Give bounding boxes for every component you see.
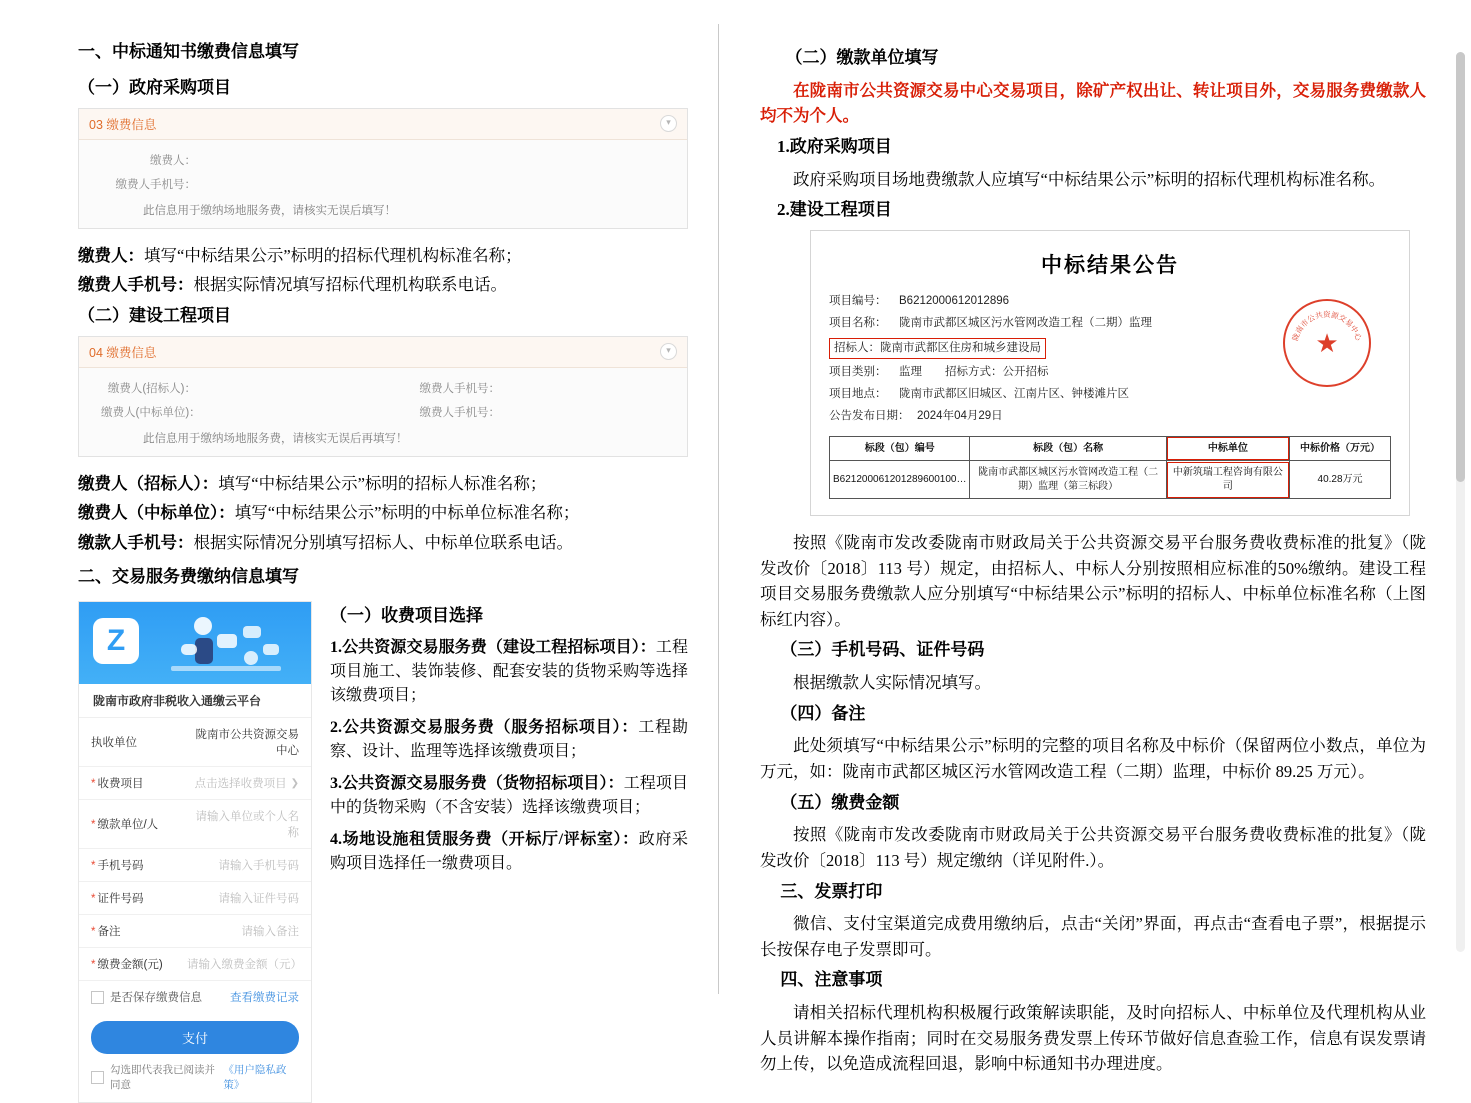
app-field-collector-label: 执收单位 — [91, 737, 137, 749]
td-section-name: 陇南市武都区城区污水管网改造工程（二期）监理（第三标段） — [970, 461, 1166, 499]
required-star-icon: * — [91, 926, 96, 938]
app-field-collector — [79, 718, 311, 767]
gov-procurement-text: 政府采购项目场地费缴款人应填写“中标结果公示”标明的招标代理机构标准名称。 — [793, 169, 1386, 189]
required-star-icon: * — [91, 959, 96, 971]
tenderer-highlight-box — [829, 338, 1046, 359]
td-winner: 中新筑瑞工程咨询有限公司 — [1166, 461, 1289, 499]
chevron-right-icon: ❯ — [290, 777, 299, 789]
desc-2-line-2-text: 填写“中标结果公示”标明的中标单位标准名称； — [234, 503, 580, 523]
form-screenshot-04 — [78, 336, 688, 457]
gov-procurement-title: 1.政府采购项目 — [777, 136, 892, 156]
app-field-charge-item-value: 点击选择收费项目 — [194, 778, 287, 790]
announcement-line-1-value: B6212000612012896 — [899, 295, 1010, 308]
save-info-checkbox[interactable] — [91, 991, 104, 1004]
td-price: 40.28万元 — [1290, 461, 1391, 499]
announcement-line-2-value: 陇南市武都区城区污水管网改造工程（二期）监理 — [899, 317, 1152, 330]
right-column — [718, 0, 1471, 1074]
charge-item-1-label: 1.公共资源交易服务费（建设工程招标项目）： — [330, 639, 656, 656]
app-platform-title: 陇南市政府非税收入通缴云平台 — [79, 684, 311, 718]
announcement-title: 中标结果公告 — [1041, 253, 1179, 278]
form-screenshot-03 — [78, 108, 688, 229]
required-star-icon: * — [91, 860, 96, 872]
official-seal — [1283, 299, 1371, 387]
charge-item-selection-text — [330, 601, 688, 1103]
announcement-line-3-value: 陇南市武都区住房和城乡建设局 — [880, 341, 1041, 354]
form-04-body — [79, 368, 687, 456]
th-section-code: 标段（包）编号 — [830, 436, 970, 461]
seal-star-icon: ★ — [1315, 328, 1339, 359]
app-field-id-label: 证件号码 — [97, 893, 144, 905]
desc-2-line-1-label: 缴费人（招标人）： — [78, 473, 219, 493]
desc-2-line-3-label: 缴款人手机号： — [78, 532, 194, 552]
app-field-collector-value: 陇南市公共资源交易中心 — [195, 729, 299, 757]
th-price: 中标价格（万元） — [1290, 436, 1391, 461]
privacy-text: 勾选即代表我已阅读并同意 — [110, 1064, 215, 1091]
charge-item-4-text: 政府采购项目选择任一缴费项目。 — [330, 831, 688, 872]
form-03-body — [79, 140, 687, 228]
column-divider — [718, 24, 719, 994]
construction-project-title: 2.建设工程项目 — [777, 200, 892, 220]
app-field-charge-item[interactable] — [79, 767, 311, 800]
scrollbar-thumb[interactable] — [1456, 52, 1465, 482]
announcement-line-6-label: 公告发布日期： — [829, 410, 910, 423]
app-field-remark-label: 备注 — [97, 926, 121, 938]
charge-item-2 — [330, 716, 688, 764]
form-04-phone-label-1: 缴费人手机号： — [419, 382, 500, 395]
app-field-phone-label: 手机号码 — [97, 860, 144, 872]
app-field-amount-label: 缴费金额(元) — [97, 959, 163, 971]
desc-2-line-2 — [78, 500, 688, 526]
required-star-icon: * — [91, 893, 96, 905]
desc-2-line-1-text: 填写“中标结果公示”标明的招标人标准名称； — [218, 473, 547, 493]
td-section-code: B621200061201289600100… — [830, 461, 970, 499]
form-04-row-2 — [79, 400, 687, 424]
form-04-payer-tenderer-label: 缴费人(招标人)： — [107, 382, 196, 395]
app-field-id-placeholder: 请输入证件号码 — [218, 893, 299, 905]
section-1-2-title: （二）建设工程项目 — [78, 305, 231, 325]
section-1-title: 一、中标通知书缴费信息填写 — [78, 42, 299, 61]
section-4-text: 请相关招标代理机构积极履行政策解读职能，及时向招标人、中标单位及代理机构从业人员讲解本操作指南；同时在交易服务费发票上传环节做好信息查验工作，信息有误发票请勿上传，以免造成流程回退，影响中标通知书办理进度。 — [760, 1003, 1426, 1074]
app-field-id[interactable] — [79, 882, 311, 915]
table-row — [830, 461, 1391, 499]
app-field-remark[interactable] — [79, 915, 311, 948]
svg-text:陇南市公共资源交易中心: 陇南市公共资源交易中心 — [1290, 310, 1364, 343]
form-03-payer-label: 缴费人： — [150, 154, 196, 167]
section-1-2b-title: （二）缴款单位填写 — [785, 48, 939, 67]
section-4-title: 四、注意事项 — [780, 970, 883, 990]
pay-button[interactable]: 支付 — [91, 1021, 299, 1054]
chevron-down-icon[interactable]: ▾ — [660, 343, 677, 360]
desc-1-line-1 — [78, 243, 688, 269]
app-screenshot-and-text — [78, 601, 688, 1103]
left-column — [0, 0, 718, 1091]
section-1-4-text: 此处须填写“中标结果公示”标明的完整的项目名称及中标价（保留两位小数点，单位为万元，如：陇南市武都区城区污水管网改造工程（二期）监理，中标价 89.25 万元）。 — [760, 736, 1426, 782]
view-payment-records-link[interactable]: 查看缴费记录 — [230, 992, 299, 1004]
form-03-title: 03 缴费信息 — [89, 117, 157, 132]
charge-item-4 — [330, 828, 688, 876]
charge-item-title: （一）收费项目选择 — [330, 606, 483, 625]
charge-item-2-label: 2.公共资源交易服务费（服务招标项目）： — [330, 719, 639, 736]
announcement-line-4-value: 监理 招标方式：公开招标 — [899, 365, 1049, 378]
mobile-app-screenshot — [78, 601, 312, 1103]
app-field-amount-placeholder: 请输入缴费金额（元） — [187, 959, 302, 971]
announcement-line-1-label: 项目编号： — [829, 295, 887, 308]
app-field-charge-item-label: 收费项目 — [97, 778, 144, 790]
form-04-header — [79, 337, 687, 368]
app-field-phone-placeholder: 请输入手机号码 — [218, 860, 299, 872]
charge-item-1-text: 工程项目施工、装饰装修、配套安装的货物采购等选择该缴费项目； — [330, 639, 688, 704]
app-field-remark-placeholder: 请输入备注 — [241, 926, 299, 938]
chevron-down-icon[interactable]: ▾ — [660, 115, 677, 132]
app-field-payer[interactable] — [79, 800, 311, 849]
desc-1-line-1-text: 填写“中标结果公示”标明的招标代理机构标准名称； — [144, 245, 522, 265]
section-2-title: 二、交易服务费缴纳信息填写 — [78, 567, 299, 587]
section-1-4-title: （四）备注 — [780, 703, 866, 723]
app-logo: Z — [93, 618, 139, 664]
section-1-3-title: （三）手机号码、证件号码 — [780, 640, 985, 660]
charge-item-4-label: 4.场地设施租赁服务费（开标厅/评标室）： — [330, 831, 639, 848]
app-field-payer-placeholder: 请输入单位或个人名称 — [195, 811, 299, 839]
announcement-line-2-label: 项目名称： — [829, 317, 887, 330]
form-04-row-1 — [79, 376, 687, 400]
section-1-1-title: （一）政府采购项目 — [78, 77, 231, 97]
form-03-note: 此信息用于缴纳场地服务费，请核实无误后填写！ — [143, 204, 396, 217]
announcement-line-5 — [829, 386, 1391, 403]
page-scrollbar[interactable] — [1456, 52, 1465, 952]
section-3-title: 三、发票打印 — [780, 881, 883, 901]
form-03-phone-label: 缴费人手机号： — [115, 178, 196, 191]
app-field-payer-label: 缴款单位/人 — [97, 819, 159, 831]
form-04-phone-label-2: 缴费人手机号： — [419, 406, 500, 419]
form-04-note: 此信息用于缴纳场地服务费，请核实无误后再填写！ — [143, 432, 408, 445]
charge-item-3-label: 3.公共资源交易服务费（货物招标项目）： — [330, 775, 624, 792]
app-field-amount[interactable] — [79, 948, 311, 981]
announcement-line-5-label: 项目地点： — [829, 388, 887, 401]
form-03-row-payer — [79, 148, 687, 172]
charge-item-3 — [330, 772, 688, 820]
table-header-row — [830, 436, 1391, 461]
section-3-text: 微信、支付宝渠道完成费用缴纳后，点击“关闭”界面，再点击“查看电子票”，根据提示长按保存电子发票即可。 — [760, 914, 1426, 959]
desc-2-line-3 — [78, 530, 688, 556]
announcement-line-4-label: 项目类别： — [829, 365, 887, 378]
section-1-5-text: 按照《陇南市发改委陇南市财政局关于公共资源交易平台服务费收费标准的批复》（陇发改价〔2018〕113 号）规定缴纳（详见附件.）。 — [760, 825, 1426, 870]
desc-1-line-2-label: 缴费人手机号： — [78, 275, 194, 295]
bid-result-announcement — [810, 230, 1410, 516]
announcement-line-6-value: 2024年04月29日 — [917, 410, 1003, 423]
charge-item-1 — [330, 636, 688, 708]
announcement-line-6 — [829, 408, 1391, 425]
form-03-header — [79, 109, 687, 140]
form-03-row-phone — [79, 172, 687, 196]
app-save-info-row[interactable] — [79, 981, 311, 1013]
app-field-phone[interactable] — [79, 849, 311, 882]
charge-item-3-text: 工程项目中的货物采购（不含安装）选择该缴费项目； — [330, 775, 688, 816]
th-winner: 中标单位 — [1166, 436, 1289, 461]
red-notice: 在陇南市公共资源交易中心交易项目，除矿产权出让、转让项目外，交易服务费缴款人均不为个人。 — [760, 80, 1426, 126]
save-info-label: 是否保存缴费信息 — [110, 992, 202, 1004]
announcement-line-5-value: 陇南市武都区旧城区、江南片区、钟楼滩片区 — [899, 388, 1129, 401]
desc-1-line-1-label: 缴费人： — [78, 245, 144, 265]
section-1-5-title: （五）缴费金额 — [780, 792, 900, 812]
app-banner — [79, 602, 311, 684]
section-1-3-text: 根据缴款人实际情况填写。 — [793, 673, 991, 693]
desc-2-line-3-text: 根据实际情况分别填写招标人、中标单位联系电话。 — [193, 532, 573, 552]
desc-1-line-2 — [78, 272, 688, 298]
seal-arc-text — [1285, 301, 1369, 385]
required-star-icon: * — [91, 819, 96, 831]
announcement-line-3-label: 招标人： — [834, 341, 880, 354]
form-04-title: 04 缴费信息 — [89, 345, 157, 360]
charge-item-2-text: 工程勘察、设计、监理等选择该缴费项目； — [330, 719, 688, 760]
privacy-policy-link[interactable]: 《用户隐私政策》 — [223, 1064, 287, 1091]
th-section-name: 标段（包）名称 — [970, 436, 1166, 461]
privacy-row — [79, 1060, 311, 1102]
desc-2-line-2-label: 缴费人（中标单位）： — [78, 503, 235, 523]
desc-2-line-1 — [78, 471, 688, 497]
required-star-icon: * — [91, 778, 96, 790]
banner-illustration — [151, 614, 301, 680]
privacy-checkbox[interactable] — [91, 1071, 104, 1084]
fee-paragraph: 按照《陇南市发改委陇南市财政局关于公共资源交易平台服务费收费标准的批复》（陇发改价〔2018〕113 号）规定，由招标人、中标人分别按照相应标准的50%缴纳。建设工程项目交易服务费缴款人应分别填写“中标结果公示”标明的招标人、中标单位标准名称（上图标红内容）。 — [760, 533, 1426, 629]
desc-1-line-2-text: 根据实际情况填写招标代理机构联系电话。 — [193, 275, 507, 295]
form-04-payer-winner-label: 缴费人(中标单位)： — [101, 406, 201, 419]
bid-result-table — [829, 436, 1391, 500]
